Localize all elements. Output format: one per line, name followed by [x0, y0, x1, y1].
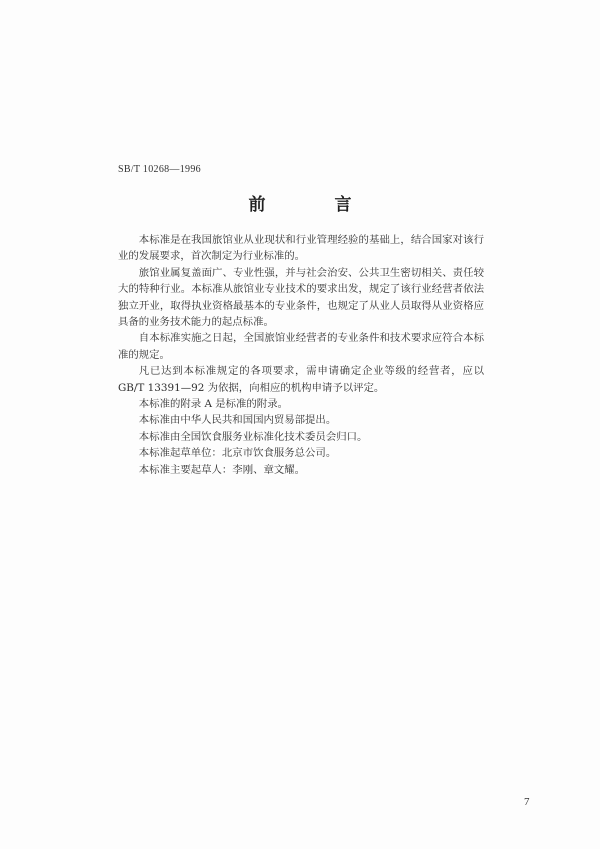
paragraph: 自本标准实施之日起，全国旅馆业经营者的专业条件和技术要求应符合本标准的规定。	[118, 332, 484, 361]
paragraph: 本标准由全国饮食服务业标准化技术委员会归口。	[138, 430, 368, 443]
paragraph: 本标准是在我国旅馆业从业现状和行业管理经验的基础上，结合国家对该行业的发展要求，首次制定为行业标准的。	[118, 234, 484, 263]
document-code: SB/T 10268—1996	[118, 164, 201, 175]
paragraph: 凡已达到本标准规定的各项要求，需申请确定企业等级的经营者，应以 GB/T 13391—92 为依据，向相应的机构申请予以评定。	[118, 365, 484, 394]
paragraph: 本标准起草单位：北京市饮食服务总公司。	[138, 447, 337, 460]
foreword-body	[118, 232, 484, 478]
paragraph: 本标准由中华人民共和国国内贸易部提出。	[138, 414, 337, 427]
paragraph: 本标准的附录 A 是标准的附录。	[138, 398, 288, 411]
page-title: 前 言	[248, 195, 378, 215]
paragraph: 旅馆业属复盖面广、专业性强，并与社会治安、公共卫生密切相关、责任较大的特种行业。本标准从旅馆业专业技术的要求出发，规定了该行业经营者依法独立开业，取得执业资格最基本的专业条件，也规定了从业人员取得从业资格应具备的业务技术能力的起点标准。	[118, 266, 484, 329]
page-number: 7	[524, 796, 530, 808]
paragraph: 本标准主要起草人：李刚、章文耀。	[138, 463, 306, 476]
